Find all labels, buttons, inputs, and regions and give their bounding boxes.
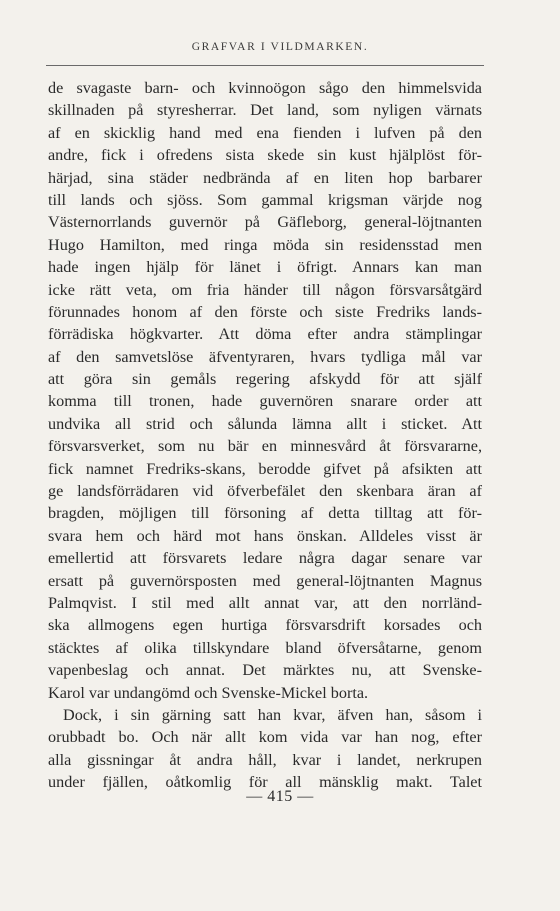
text-line: ska allmogens egen hurtiga försvarsdrift korsades och: [48, 616, 482, 635]
text-line: de svagaste barn- och kvinnoögon sågo den himmelsvida: [48, 79, 482, 97]
text-line: af en skicklig hand med ena fienden i lufven på den: [48, 123, 482, 142]
text-line: hade ingen hjälp för länet i öfrigt. Annars kan man: [48, 258, 482, 277]
text-line: emellertid att försvarets ledare några dagar senare var: [48, 549, 482, 568]
text-line: ge landsförrädaren vid öfverbefälet den skenbara äran af: [48, 482, 482, 501]
text-line: bragden, möjligen till försoning af detta tilltag att för-: [48, 504, 482, 523]
text-line: Palmqvist. I stil med allt annat var, att den norrländ-: [48, 593, 482, 612]
text-line: stäcktes af olika tillskyndare bland öfversåtarne, genom: [48, 638, 482, 657]
text-line: förunnades honom af den förste och siste Fredriks lands-: [48, 302, 482, 321]
text-line: vapenbeslag och annat. Det märktes nu, att Svenske-: [48, 661, 482, 680]
text-line: till lands och sjöss. Som gammal krigsman värjde nog: [48, 190, 482, 209]
page-number: — 415 —: [246, 788, 314, 805]
text-line: alla gissningar åt andra håll, kvar i landet, nerkrupen: [48, 750, 482, 769]
text-line: svara hem och härd mot hans önskan. Alldeles visst är: [48, 526, 482, 545]
text-line: icke rätt veta, om fria händer till någon försvarsåtgärd: [48, 280, 482, 299]
header-rule: [46, 65, 484, 66]
text-line: orubbadt bo. Och när allt kom vida var han nog, efter: [48, 728, 482, 747]
text-line: af den samvetslöse äfventyraren, hvars tydliga mål var: [48, 347, 482, 366]
text-line: att göra sin gemåls regering afskydd för att själf: [48, 370, 482, 389]
text-line: komma till tronen, hade guvernören snarare order att: [48, 392, 482, 411]
text-line: undvika all strid och sålunda lämna allt i sticket. Att: [48, 414, 482, 433]
text-line: härjad, sina städer nedbrända af en liten hop barbarer: [48, 168, 482, 187]
paragraph-end-line: Karol var undangömd och Svenske-Mickel borta.: [48, 683, 369, 702]
text-line: förrädiska högkvarter. Att döma efter andra stämplingar: [48, 325, 482, 344]
running-head: GRAFVAR I VILDMARKEN.: [191, 41, 369, 53]
text-line: Västernorrlands guvernör på Gäfleborg, general-löjtnanten: [48, 213, 482, 232]
text-line: under fjällen, oåtkomlig för all mänsklig makt. Talet: [48, 773, 482, 792]
text-line: Hugo Hamilton, med ringa möda sin residensstad men: [48, 235, 482, 254]
body-text: [48, 77, 482, 794]
text-line: andre, fick i ofredens sista skede sin kust hjälplöst för-: [48, 146, 482, 165]
text-line: ersatt på guvernörsposten med general-löjtnanten Magnus: [48, 571, 482, 590]
text-line: fick namnet Fredriks-skans, berodde gifvet på afsikten att: [48, 459, 482, 478]
paragraph-start-line: Dock, i sin gärning satt han kvar, äfven han, såsom i: [63, 705, 482, 724]
text-line: skillnaden på styresherrar. Det land, som nyligen värnats: [48, 101, 482, 120]
text-line: försvarsverket, som nu bär en minnesvård åt försvararne,: [48, 437, 482, 456]
